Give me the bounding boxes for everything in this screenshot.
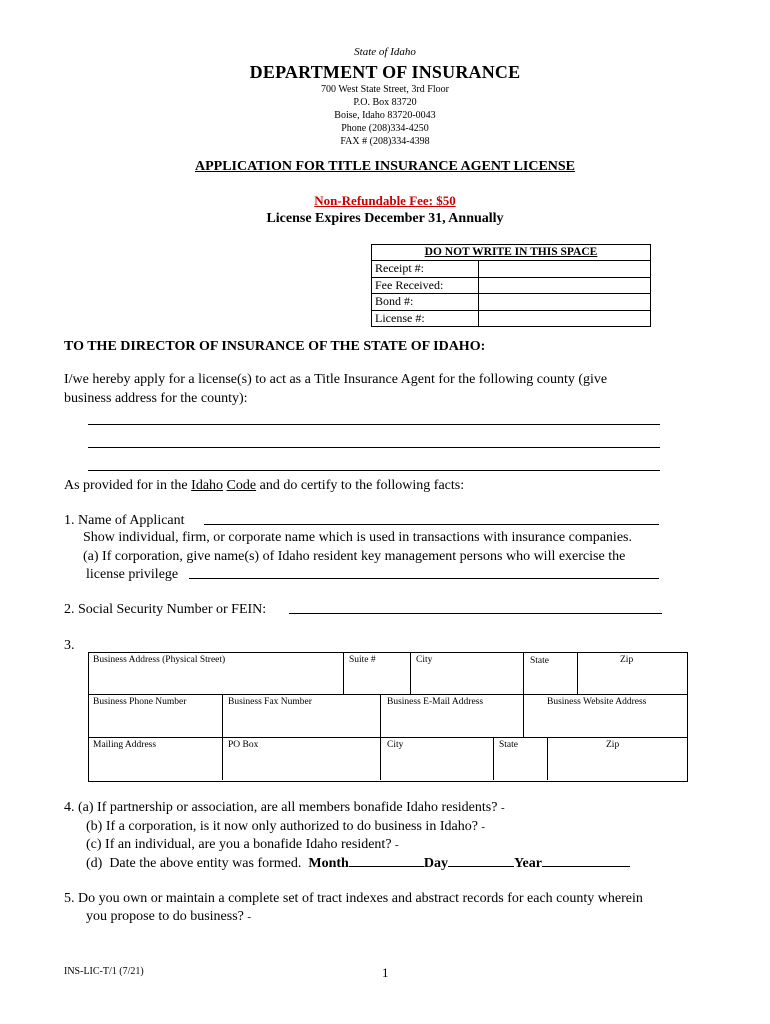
address-line: FAX # (208)334-4398	[340, 136, 430, 147]
expiration-notice: License Expires December 31, Annually	[266, 211, 504, 226]
q1-instructions: Show individual, firm, or corporate name which is used in transactions with insurance companies.	[83, 530, 632, 545]
q5-text: you propose to do business? -	[86, 909, 252, 924]
address-line: P.O. Box 83720	[353, 97, 417, 108]
table-divider	[493, 737, 494, 780]
department-title: DEPARTMENT OF INSURANCE	[249, 62, 521, 82]
table-divider	[523, 652, 524, 694]
q1-label: 1. Name of Applicant	[64, 513, 185, 528]
business-website-cell[interactable]: Business Website Address	[547, 697, 647, 707]
address-line: Boise, Idaho 83720-0043	[334, 110, 436, 121]
table-divider	[222, 737, 223, 780]
license-field	[479, 311, 650, 327]
business-phone-cell[interactable]: Business Phone Number	[93, 697, 187, 707]
zip-cell[interactable]: Zip	[620, 655, 634, 665]
q4d-text: (d) Date the above entity was formed. Month Day Year	[86, 853, 630, 873]
mailing-zip-cell[interactable]: Zip	[606, 740, 620, 750]
city-cell[interactable]: City	[416, 655, 433, 665]
page-number: 1	[382, 965, 389, 980]
intro-text: business address for the county):	[64, 391, 248, 406]
application-title: APPLICATION FOR TITLE INSURANCE AGENT LICENSE	[194, 159, 576, 174]
q4c-text: (c) If an individual, are you a bonafide Idaho resident? -	[86, 837, 399, 852]
q3-label: 3.	[64, 638, 75, 653]
mailing-address-cell[interactable]: Mailing Address	[93, 740, 157, 750]
fee-received-field	[479, 278, 650, 294]
mailing-city-cell[interactable]: City	[387, 740, 404, 750]
state-cell[interactable]: State	[530, 656, 549, 666]
table-divider	[380, 694, 381, 737]
license-privilege-label: license privilege	[86, 567, 179, 582]
fee-received-label: Fee Received:	[372, 278, 479, 294]
table-divider	[577, 652, 578, 694]
suite-cell[interactable]: Suite #	[349, 655, 376, 665]
business-fax-cell[interactable]: Business Fax Number	[228, 697, 312, 707]
bond-field	[479, 294, 650, 310]
year-label: Year	[513, 856, 542, 871]
q1a-text: (a) If corporation, give name(s) of Idaho resident key management persons who will exercise the	[83, 549, 626, 564]
table-divider	[222, 694, 223, 737]
table-divider	[547, 737, 548, 780]
day-label: Day	[423, 856, 448, 871]
po-box-cell[interactable]: PO Box	[228, 740, 259, 750]
county-address-line[interactable]	[88, 470, 660, 471]
day-field[interactable]	[448, 853, 514, 867]
license-label: License #:	[372, 311, 479, 327]
county-address-line[interactable]	[88, 447, 660, 448]
month-label: Month	[308, 856, 349, 871]
office-use-header: DO NOT WRITE IN THIS SPACE	[372, 245, 650, 261]
business-info-table	[88, 652, 688, 782]
q4b-text: (b) If a corporation, is it now only authorized to do business in Idaho? -	[86, 819, 486, 834]
bond-label: Bond #:	[372, 294, 479, 310]
year-field[interactable]	[542, 853, 630, 867]
mailing-state-cell[interactable]: State	[499, 740, 518, 750]
certify-statement: As provided for in the Idaho Code and do certify to the following facts:	[64, 478, 465, 493]
business-address-cell[interactable]: Business Address (Physical Street)	[93, 655, 226, 665]
table-divider	[88, 737, 687, 738]
table-divider	[523, 694, 524, 737]
q5-text: 5. Do you own or maintain a complete set of tract indexes and abstract records for each county wherein	[64, 891, 643, 906]
q4a-text: 4. (a) If partnership or association, are all members bonafide Idaho residents? -	[64, 800, 505, 815]
fee-notice: Non-Refundable Fee: $50	[314, 193, 456, 208]
addressee-heading: TO THE DIRECTOR OF INSURANCE OF THE STATE OF IDAHO:	[64, 339, 486, 354]
table-divider	[410, 652, 411, 694]
q4b-answer[interactable]: -	[481, 821, 486, 833]
table-divider	[380, 737, 381, 780]
office-use-box	[371, 244, 651, 327]
form-id: INS-LIC-T/1 (7/21)	[64, 966, 144, 977]
q2-label: 2. Social Security Number or FEIN:	[64, 602, 267, 617]
table-divider	[88, 694, 687, 695]
intro-text: I/we hereby apply for a license(s) to act as a Title Insurance Agent for the following county (give	[64, 372, 608, 387]
applicant-name-line[interactable]	[204, 524, 659, 525]
q4a-answer[interactable]: -	[500, 802, 505, 814]
q5-answer[interactable]: -	[247, 911, 252, 923]
ssn-fein-line[interactable]	[289, 613, 662, 614]
table-divider	[343, 652, 344, 694]
month-field[interactable]	[349, 853, 424, 867]
address-line: 700 West State Street, 3rd Floor	[321, 84, 449, 95]
county-address-line[interactable]	[88, 424, 660, 425]
receipt-field	[479, 261, 650, 277]
business-email-cell[interactable]: Business E-Mail Address	[387, 697, 484, 707]
address-line: Phone (208)334-4250	[341, 123, 429, 134]
state-label: State of Idaho	[354, 46, 416, 58]
q4c-answer[interactable]: -	[395, 839, 399, 851]
receipt-label: Receipt #:	[372, 261, 479, 277]
key-persons-line[interactable]	[189, 578, 659, 579]
